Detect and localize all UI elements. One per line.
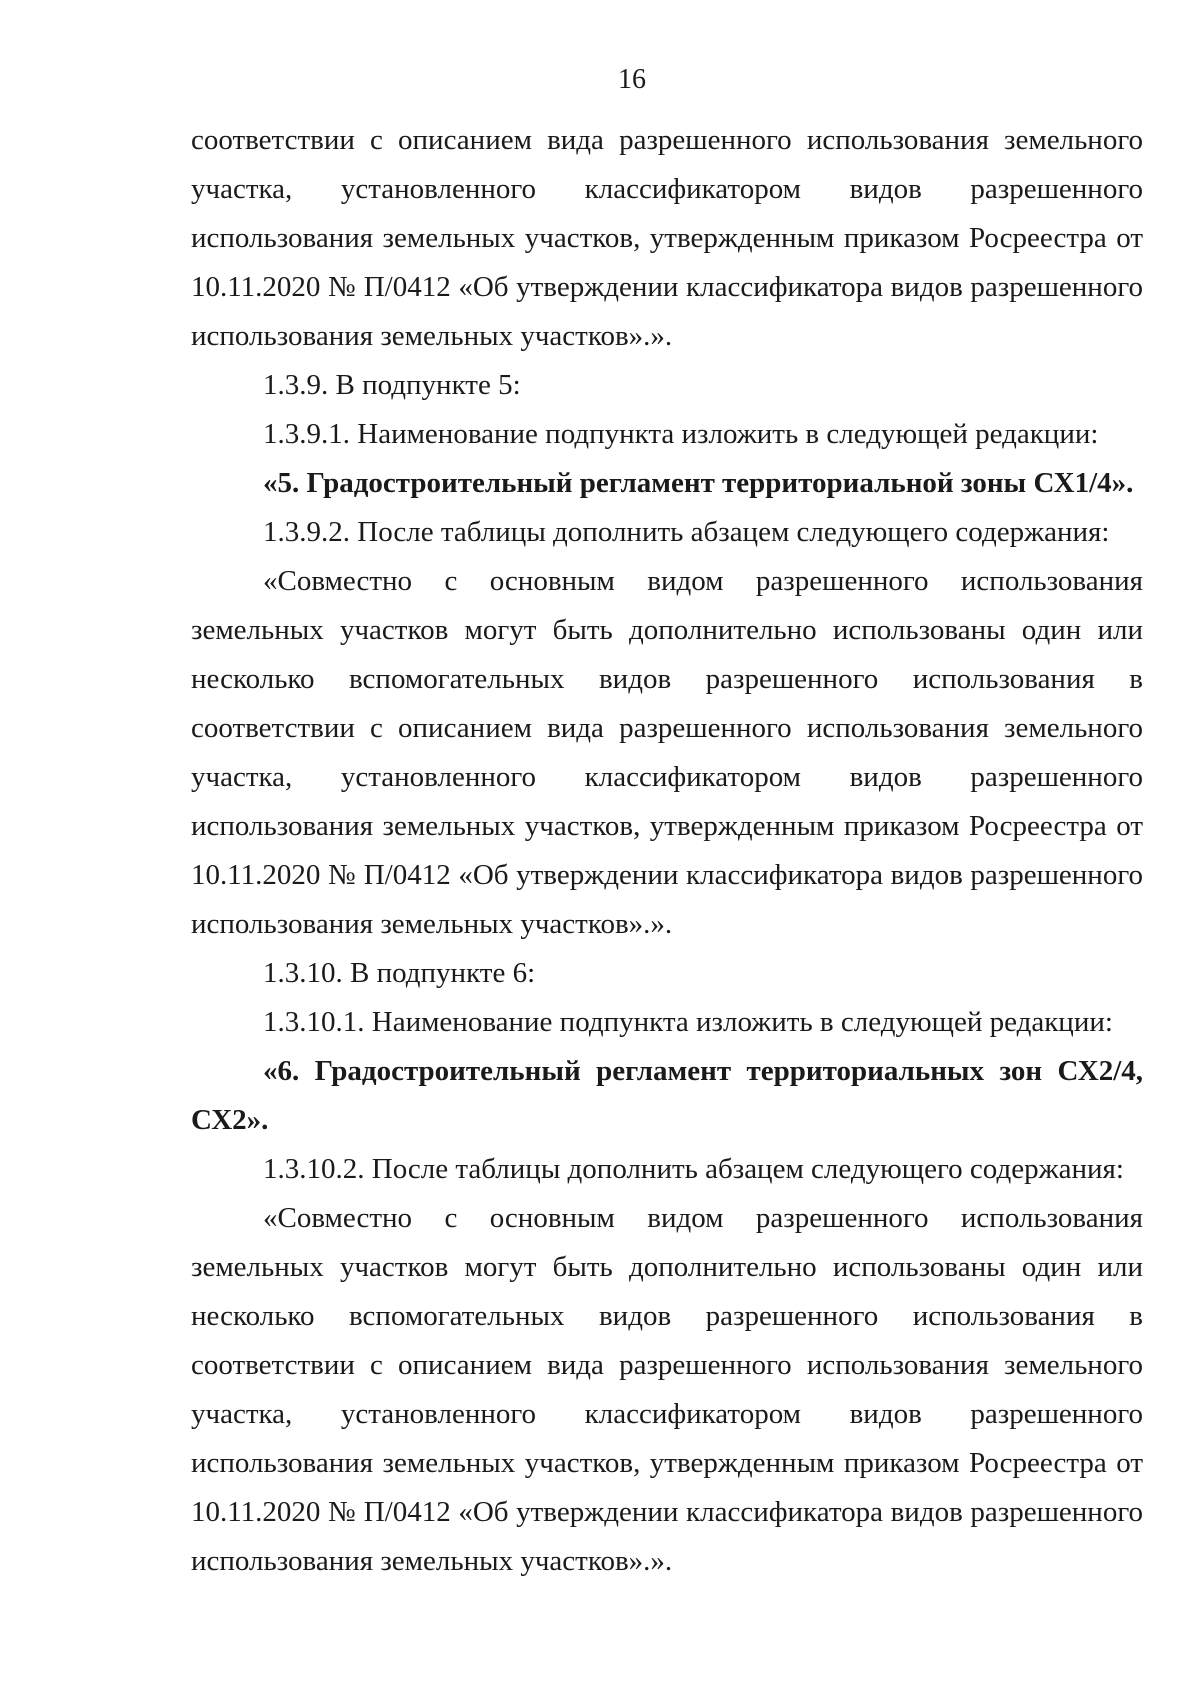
text-line: несколько вспомогательных видов разрешенного использования в (191, 1300, 1143, 1332)
text-line: использования земельных участков».». (191, 908, 673, 940)
text-line: участка, установленного классификатором видов разрешенного (191, 1398, 1143, 1430)
paragraph-1-3-10-1: 1.3.10.1. Наименование подпункта изложить в следующей редакции: (263, 1006, 1113, 1038)
text-line: 10.11.2020 № П/0412 «Об утверждении классификатора видов разрешенного (191, 859, 1143, 891)
text-line: «6. Градостроительный регламент территориальных зон СХ2/4, (263, 1055, 1143, 1087)
text-line: «Совместно с основным видом разрешенного использования (263, 565, 1143, 597)
text-line: земельных участков могут быть дополнительно использованы один или (191, 614, 1143, 646)
quoted-paragraph-2 (191, 1194, 1143, 1586)
paragraph-1-3-10: 1.3.10. В подпункте 6: (263, 957, 536, 989)
paragraph-1-3-9-1: 1.3.9.1. Наименование подпункта изложить в следующей редакции: (263, 418, 1099, 450)
text-line: соответствии с описанием вида разрешенного использования земельного (191, 712, 1143, 744)
heading-regulation-6 (191, 1047, 1143, 1145)
text-line: СХ2». (191, 1104, 269, 1136)
quoted-paragraph-1 (191, 557, 1143, 949)
heading-regulation-5: «5. Градостроительный регламент территориальной зоны СХ1/4». (263, 467, 1134, 499)
paragraph-continuation (191, 116, 1143, 361)
text-line: участка, установленного классификатором видов разрешенного (191, 761, 1143, 793)
text-line: использования земельных участков».». (191, 320, 673, 352)
paragraph-1-3-9: 1.3.9. В подпункте 5: (263, 369, 521, 401)
text-line: использования земельных участков, утвержденным приказом Росреестра от (191, 1447, 1143, 1479)
text-line: 10.11.2020 № П/0412 «Об утверждении классификатора видов разрешенного (191, 1496, 1143, 1528)
text-line: участка, установленного классификатором видов разрешенного (191, 173, 1143, 205)
text-line: соответствии с описанием вида разрешенного использования земельного (191, 1349, 1143, 1381)
text-line: «Совместно с основным видом разрешенного использования (263, 1202, 1143, 1234)
document-body (191, 116, 1143, 1586)
page-number: 16 (618, 64, 646, 95)
text-line: использования земельных участков».». (191, 1545, 673, 1577)
paragraph-1-3-10-2: 1.3.10.2. После таблицы дополнить абзацем следующего содержания: (263, 1153, 1124, 1185)
text-line: несколько вспомогательных видов разрешенного использования в (191, 663, 1143, 695)
text-line: 10.11.2020 № П/0412 «Об утверждении классификатора видов разрешенного (191, 271, 1143, 303)
text-line: использования земельных участков, утвержденным приказом Росреестра от (191, 222, 1143, 254)
paragraph-1-3-9-2: 1.3.9.2. После таблицы дополнить абзацем следующего содержания: (263, 516, 1110, 548)
text-line: соответствии с описанием вида разрешенного использования земельного (191, 124, 1143, 156)
text-line: использования земельных участков, утвержденным приказом Росреестра от (191, 810, 1143, 842)
text-line: земельных участков могут быть дополнительно использованы один или (191, 1251, 1143, 1283)
